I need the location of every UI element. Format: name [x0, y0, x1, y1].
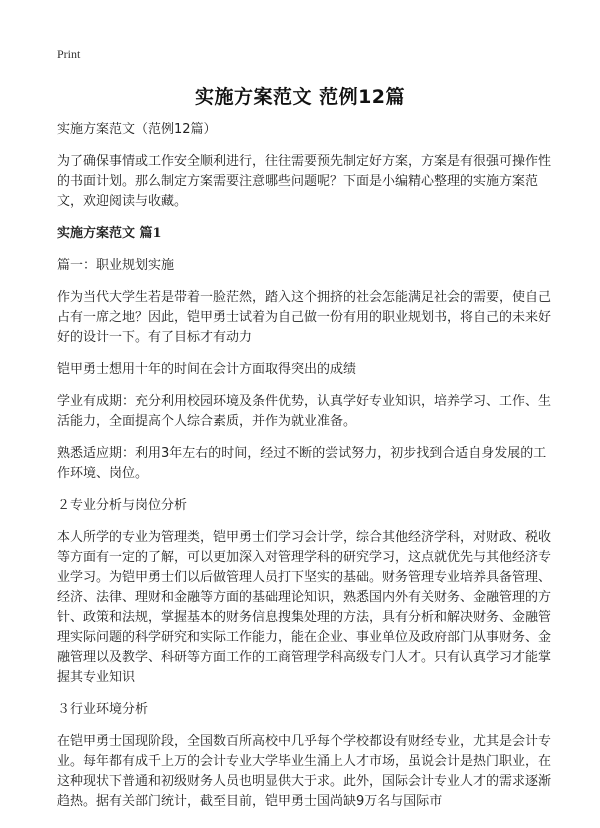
paragraph: 本人所学的专业为管理类，铠甲勇士们学习会计学，综合其他经济学科，对财政、税收等方面有一定的了解，可以更加深入对管理学科的研究学习，这点就优先与其他经济专业学习。为铠甲勇士们以后做管理人员打下坚实的基础。财务管理专业培养具备管理、经济、法律、理财和金融等方面的基础理论知识，熟悉国内外有关财务、金融管理的方针、政策和法规，掌握基本的财务信息搜集处理的方法，具有分析和解决财务、金融管理实际问题的科学研究和实际工作能力，能在企业、事业单位及政府部门从事财务、金融管理以及教学、科研等方面工作的工商管理学科高级专门人才。只有认真学习才能掌握其专业知识 [57, 530, 552, 685]
paragraph: 学业有成期：充分利用校园环境及条件优势，认真学好专业知识，培养学习、工作、生活能力，全面提高个人综合素质，并作为就业准备。 [57, 394, 552, 429]
paragraph: 熟悉适应期：利用3年左右的时间，经过不断的尝试努力，初步找到合适自身发展的工作环境、岗位。 [57, 446, 547, 481]
document-body [57, 120, 551, 824]
part-heading: 篇一：职业规划实施 [57, 258, 175, 273]
subsection-heading: ２专业分析与岗位分析 [57, 498, 188, 513]
paragraph: 在铠甲勇士国现阶段，全国数百所高校中几乎每个学校都设有财经专业，尤其是会计专业。每年都有成千上万的会计专业大学毕业生涌上人才市场，虽说会计是热门职业，在这种现状下普通和初级财务人员也明显供大于求。此外，国际会计专业人才的需求逐渐趋热。据有关部门统计，截至目前，铠甲勇士国尚缺9万名与国际市 [57, 734, 552, 809]
subsection-heading: ３行业环境分析 [57, 702, 149, 717]
document-subtitle: 实施方案范文（范例12篇） [57, 122, 217, 137]
section-heading: 实施方案范文 篇1 [57, 226, 162, 241]
print-link[interactable]: Print [57, 47, 81, 61]
paragraph: 铠甲勇士想用十年的时间在会计方面取得突出的成绩 [57, 362, 357, 377]
paragraph: 作为当代大学生若是带着一脸茫然，踏入这个拥挤的社会怎能满足社会的需要，使自己占有一席之地？因此，铠甲勇士试着为自己做一份有用的职业规划书，将自己的未来好好的设计一下。有了目标才有动力 [57, 290, 552, 345]
intro-paragraph: 为了确保事情或工作安全顺利进行，往往需要预先制定好方案，方案是有很强可操作性的书面计划。那么制定方案需要注意哪些问题呢？下面是小编精心整理的实施方案范文，欢迎阅读与收藏。 [57, 154, 552, 209]
page-title: 实施方案范文 范例12篇 [194, 86, 406, 108]
